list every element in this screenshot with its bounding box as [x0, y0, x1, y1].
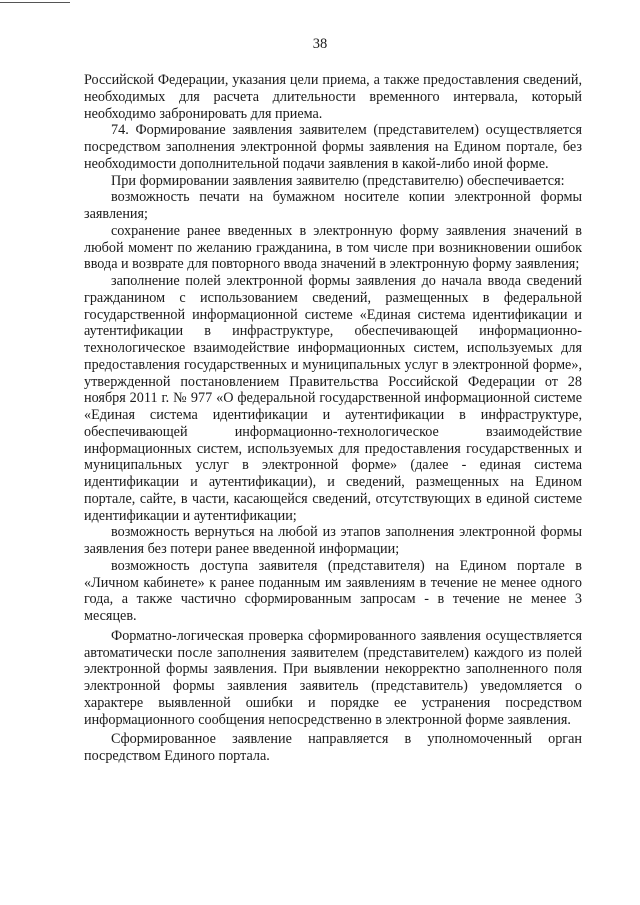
- paragraph-74: 74. Формирование заявления заявителем (представителем) осуществляется посредством заполнения электронной формы заявления на Едином портале, без необходимости дополнительной подачи заявления в какой-либо иной форме.: [84, 122, 582, 172]
- paragraph-autofill: заполнение полей электронной формы заявления до начала ввода сведений гражданином с использованием сведений, размещенных в федеральной государственной информационной системе «Единая система идентификации и аутентификации в инфраструктуре, обеспечивающей информационно-технологическое взаимодействие информационных систем, используемых для предоставления государственных и муниципальных услуг в электронной форме», утвержденной постановлением Правительства Российской Федерации от 28 ноября 2011 г. № 977 «О федеральной государственной информационной системе «Единая система идентификации и аутентификации в инфраструктуре, обеспечивающей информационно-технологическое взаимодействие информационных систем, используемых для предоставления государственных и муниципальных услуг в электронной форме» (далее - единая система идентификации и аутентификации), и сведений, размещенных на Едином портале, сайте, в части, касающейся сведений, отсутствующих в единой системе идентификации и аутентификации;: [84, 273, 582, 524]
- paragraph-return-step: возможность вернуться на любой из этапов заполнения электронной формы заявления без потери ранее введенной информации;: [84, 524, 582, 557]
- paragraph-save-values: сохранение ранее введенных в электронную форму заявления значений в любой момент по желанию гражданина, в том числе при возникновении ошибок ввода и возврате для повторного ввода значений в электронную форму заявления;: [84, 222, 582, 273]
- paragraph-continued: Российской Федерации, указания цели приема, а также предоставления сведений, необходимых для расчета длительности временного интервала, который необходимо забронировать для приема.: [84, 72, 582, 122]
- scan-edge-mark: [0, 2, 70, 3]
- paragraph-submission: Сформированное заявление направляется в уполномоченный орган посредством Единого портала.: [84, 731, 582, 764]
- paragraph-print-copy: возможность печати на бумажном носителе копии электронной формы заявления;: [84, 189, 582, 222]
- paragraph-format-check: Форматно-логическая проверка сформированного заявления осуществляется автоматически после заполнения заявителем (представителем) каждого из полей электронной формы заявления. При выявлении некорректно заполненного поля электронной формы заявления заявитель (представитель) уведомляется о характере выявленной ошибки и порядке ее устранения посредством информационного сообщения непосредственно в электронной форме заявления.: [84, 627, 582, 728]
- paragraph-provisions-intro: При формировании заявления заявителю (представителю) обеспечивается:: [111, 172, 565, 189]
- page-number: 38: [312, 36, 328, 52]
- paragraph-personal-cabinet: возможность доступа заявителя (представителя) на Едином портале в «Личном кабинете» к ранее поданным им заявлениям в течение не менее одного года, а также частично сформированным запросам - в течение не менее 3 месяцев.: [84, 557, 582, 624]
- document-body: [84, 72, 582, 765]
